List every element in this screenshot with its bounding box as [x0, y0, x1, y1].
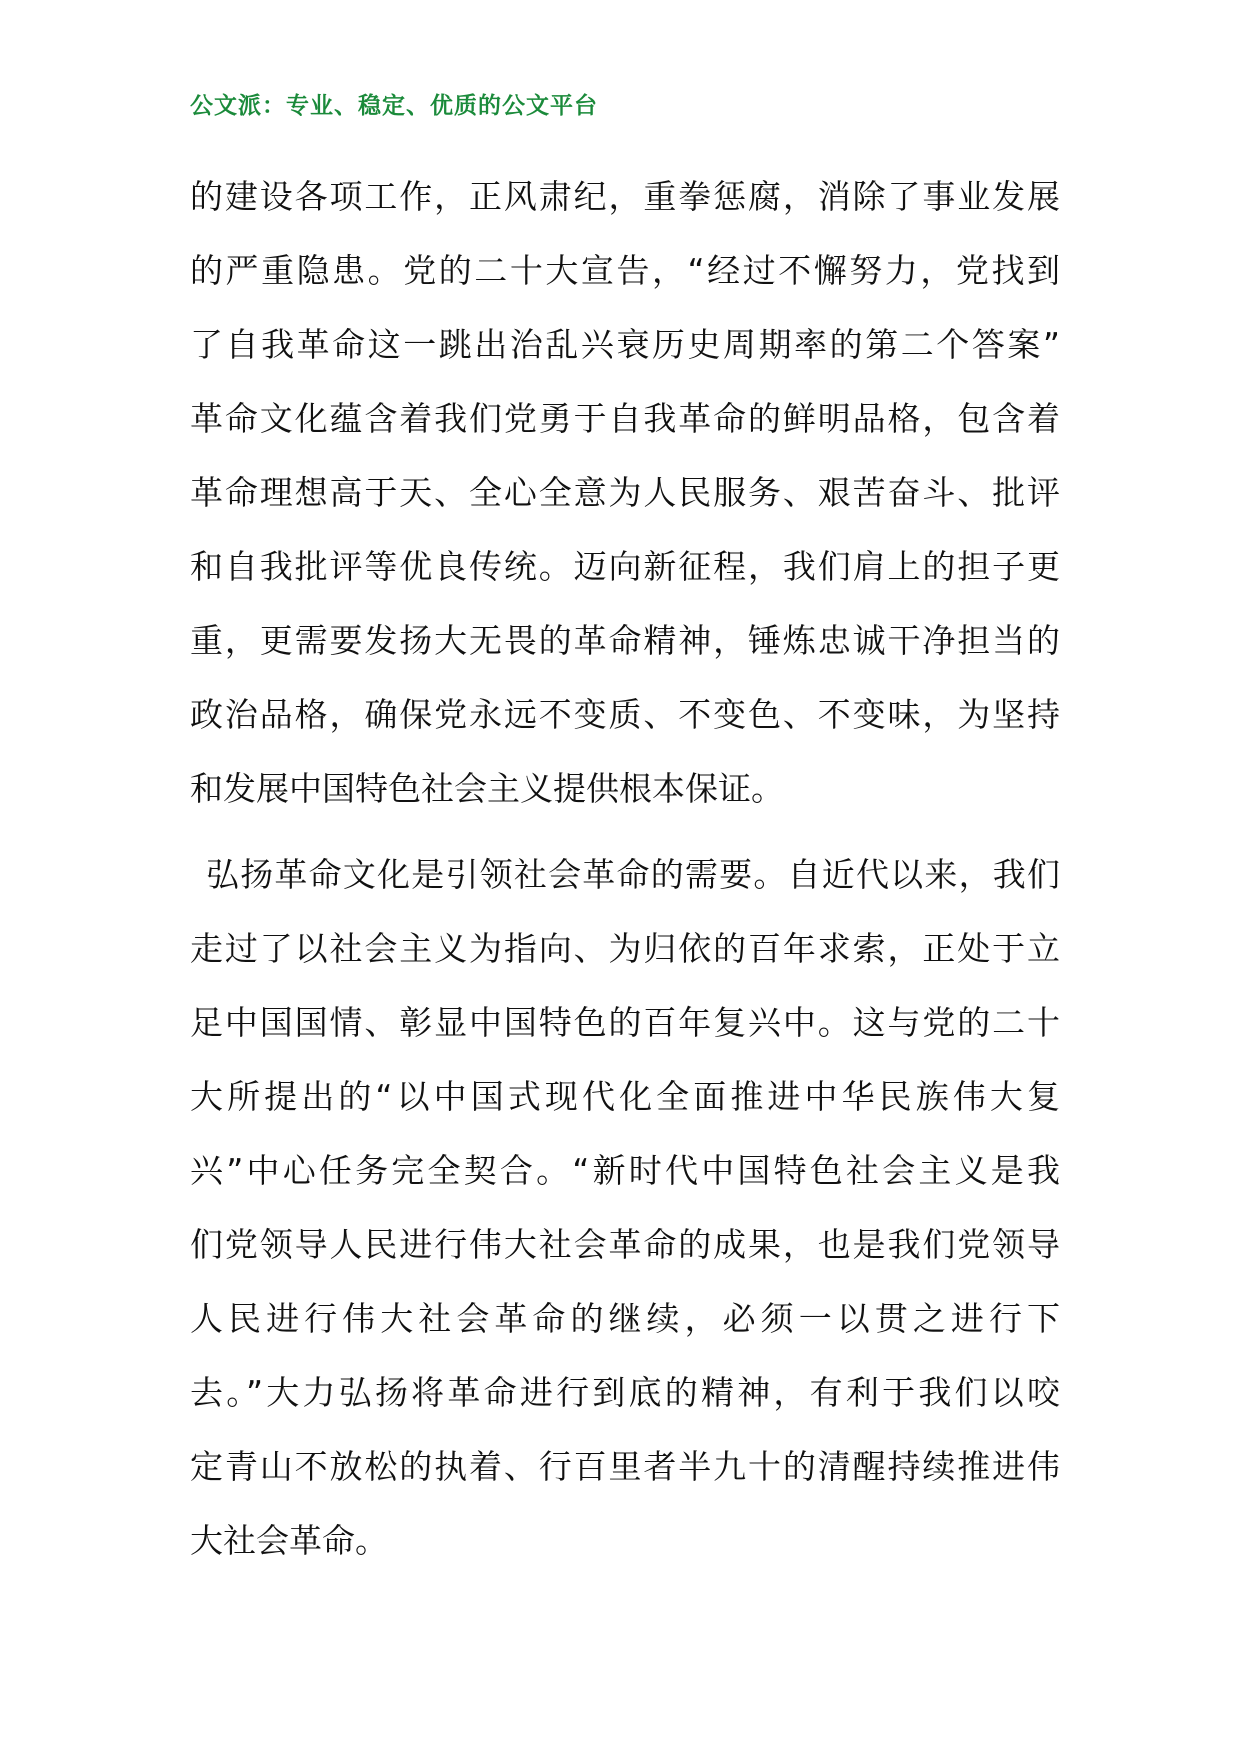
- text-line: 革命文化蕴含着我们党勇于自我革命的鲜明品格，包含着: [190, 399, 1060, 438]
- text-line: 大社会革命。: [190, 1521, 388, 1560]
- text-line: 们党领导人民进行伟大社会革命的成果，也是我们党领导: [190, 1225, 1060, 1264]
- text-line: 和发展中国特色社会主义提供根本保证。: [190, 769, 784, 808]
- text-line: 大所提出的“以中国式现代化全面推进中华民族伟大复: [190, 1077, 1060, 1116]
- text-line: 了自我革命这一跳出治乱兴衰历史周期率的第二个答案”: [190, 325, 1060, 364]
- text-line: 足中国国情、彰显中国特色的百年复兴中。这与党的二十: [190, 1003, 1060, 1042]
- text-line: 弘扬革命文化是引领社会革命的需要。自近代以来，我们: [206, 855, 1060, 894]
- document-body: [190, 160, 1060, 1578]
- text-line: 重，更需要发扬大无畏的革命精神，锤炼忠诚干净担当的: [190, 621, 1060, 660]
- text-line: 走过了以社会主义为指向、为归依的百年求索，正处于立: [190, 929, 1060, 968]
- text-line: 人民进行伟大社会革命的继续，必须一以贯之进行下: [190, 1299, 1060, 1338]
- text-line: 兴”中心任务完全契合。“新时代中国特色社会主义是我: [190, 1151, 1060, 1190]
- text-line: 去。”大力弘扬将革命进行到底的精神，有利于我们以咬: [190, 1373, 1060, 1412]
- site-header: 公文派：专业、稳定、优质的公文平台: [190, 92, 598, 119]
- text-line: 和自我批评等优良传统。迈向新征程，我们肩上的担子更: [190, 547, 1060, 586]
- paragraph: [190, 160, 1060, 826]
- text-line: 定青山不放松的执着、行百里者半九十的清醒持续推进伟: [190, 1447, 1060, 1486]
- text-line: 的建设各项工作，正风肃纪，重拳惩腐，消除了事业发展: [190, 177, 1060, 216]
- paragraph-spacer: [190, 826, 1060, 838]
- text-line: 的严重隐患。党的二十大宣告，“经过不懈努力，党找到: [190, 251, 1060, 290]
- text-line: 革命理想高于天、全心全意为人民服务、艰苦奋斗、批评: [190, 473, 1060, 512]
- text-line: 政治品格，确保党永远不变质、不变色、不变味，为坚持: [190, 695, 1060, 734]
- paragraph: [190, 838, 1060, 1578]
